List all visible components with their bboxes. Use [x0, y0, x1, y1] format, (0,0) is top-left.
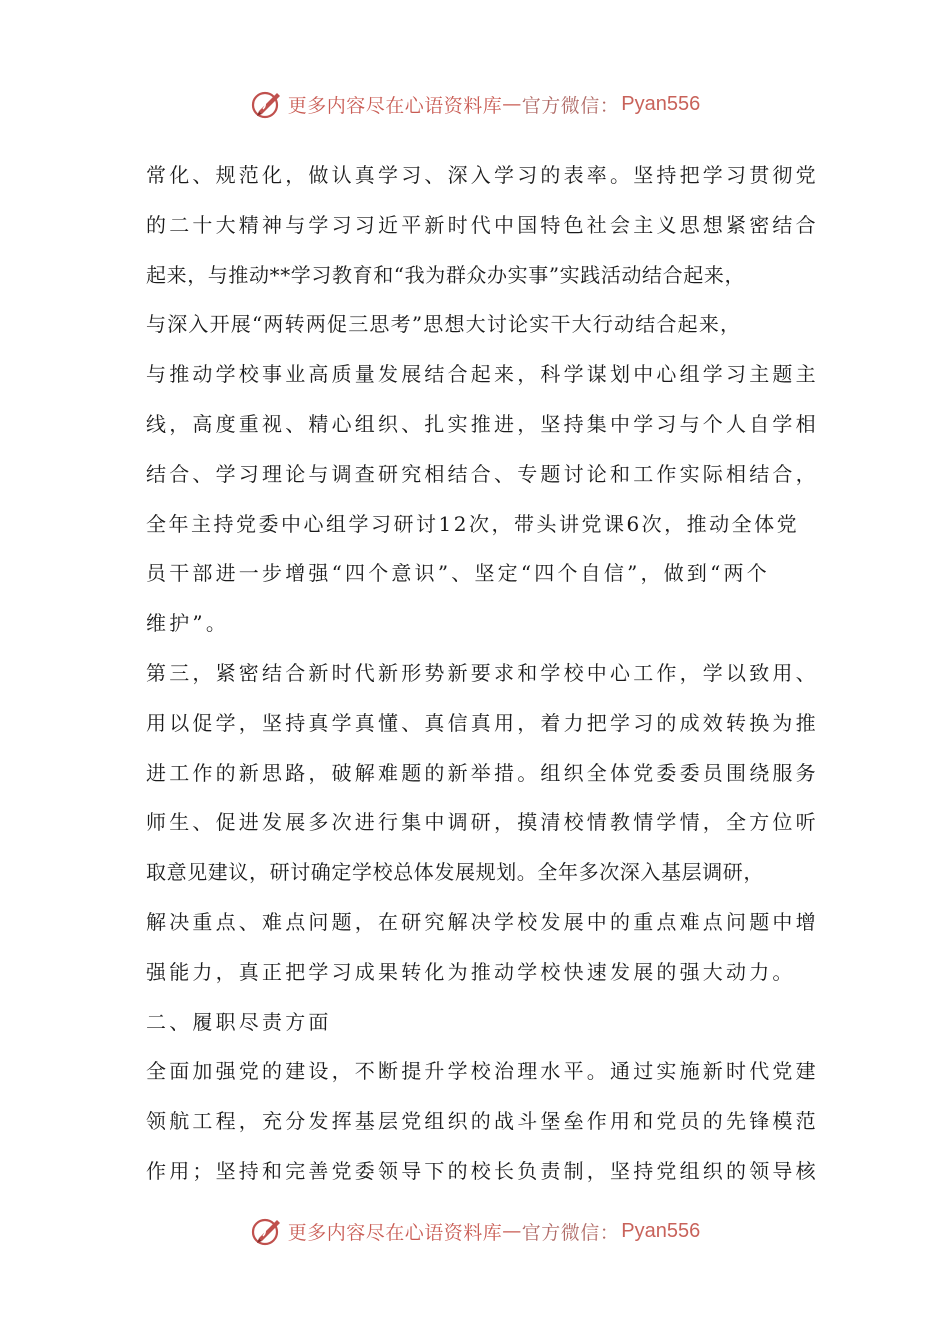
document-body [146, 151, 826, 1197]
footer-banner [0, 1211, 950, 1251]
pen-logo-icon [250, 1214, 284, 1248]
text-line: 全年主持党委中心组学习研讨12次，带头讲党课6次，推动全体党 [146, 511, 800, 536]
text-line: 领航工程，充分发挥基层党组织的战斗堡垒作用和党员的先锋模范 [146, 1109, 819, 1134]
text-line: 起来，与推动**学习教育和“我为群众办实事”实践活动结合起来， [146, 262, 746, 287]
section-heading: 二、履职尽责方面 [146, 1009, 332, 1034]
text-line: 与深入开展“两转两促三思考”思想大讨论实干大行动结合起来， [146, 312, 742, 337]
text-line: 线，高度重视、精心组织、扎实推进，坚持集中学习与个人自学相 [146, 411, 819, 436]
text-line: 的二十大精神与学习习近平新时代中国特色社会主义思想紧密结合 [146, 212, 819, 237]
text-line: 常化、规范化，做认真学习、深入学习的表率。坚持把学习贯彻党 [146, 163, 819, 187]
banner-title: 更多内容尽在心语资料库 [287, 1221, 503, 1244]
text-line: 强能力，真正把学习成果转化为推动学校快速发展的强大动力。 [146, 959, 796, 984]
text-line: 取意见建议，研讨确定学校总体发展规划。全年多次深入基层调研， [146, 860, 764, 885]
text-line: 第三，紧密结合新时代新形势新要求和学校中心工作，学以致用、 [146, 660, 819, 685]
text-line: 全面加强党的建设，不断提升学校治理水平。通过实施新时代党建 [146, 1059, 819, 1084]
banner-wechat-label: 官方微信： [521, 1221, 620, 1244]
header-banner [0, 84, 950, 124]
banner-account: Pyan556 [621, 1219, 701, 1242]
text-line: 师生、促进发展多次进行集中调研，摸清校情教情学情，全方位听 [146, 810, 819, 835]
text-line: 结合、学习理论与调查研究相结合、专题讨论和工作实际相结合， [146, 461, 819, 486]
banner-account: Pyan556 [621, 92, 701, 115]
text-line: 员干部进一步增强“四个意识”、坚定“四个自信”，做到“两个 [146, 561, 770, 586]
pen-logo-icon [250, 87, 284, 121]
text-line: 用以促学，坚持真学真懂、真信真用，着力把学习的成效转换为推 [146, 710, 819, 735]
text-line: 与推动学校事业高质量发展结合起来，科学谋划中心组学习主题主 [146, 362, 819, 387]
text-line: 解决重点、难点问题，在研究解决学校发展中的重点难点问题中增 [146, 909, 819, 934]
text-line: 进工作的新思路，破解难题的新举措。组织全体党委委员围绕服务 [146, 760, 819, 785]
banner-dash: — [502, 1220, 522, 1242]
text-line: 维护”。 [146, 611, 230, 636]
text-line: 作用；坚持和完善党委领导下的校长负责制，坚持党组织的领导核 [146, 1158, 819, 1183]
banner-title: 更多内容尽在心语资料库 [287, 94, 503, 117]
banner-wechat-label: 官方微信： [521, 94, 620, 117]
banner-dash: — [502, 93, 522, 115]
